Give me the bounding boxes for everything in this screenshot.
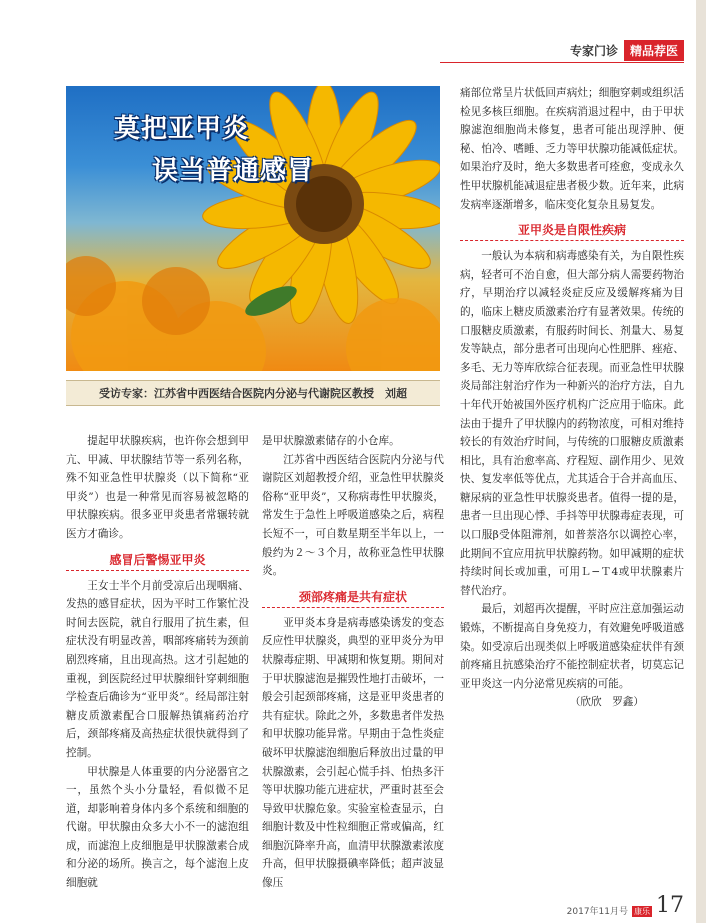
subhead-neck-pain: 颈部疼痛是共有症状: [262, 588, 444, 608]
paragraph: 最后，刘超再次提醒，平时应注意加强运动锻炼，不断提高自身免疫力，有效避免呼吸道感染。如受凉后出现类似上呼吸道感染症状伴有颈前疼痛且抗感染治疗不能控制症状者，切莫忘记亚甲炎这一内分泌常见疾病的可能。: [460, 603, 684, 690]
subhead-self-limiting: 亚甲炎是自限性疾病: [460, 221, 684, 241]
paragraph: 是甲状腺激素储存的小仓库。: [262, 435, 400, 447]
author-signature: （欣欣 罗鑫）: [569, 696, 644, 709]
page-number: 17: [656, 893, 684, 918]
paragraph: 江苏省中西医结合医院内分泌与代谢院区刘超教授介绍，亚急性甲状腺炎俗称“亚甲炎”，又称病毒性甲状腺炎，常发生于急性上呼吸道感染之后，病程长短不一，可自数星期至半年以上，一般约为２～３个月，故称亚急性甲状腺炎。: [262, 453, 444, 578]
paragraph: 一般认为本病和病毒感染有关，为自限性疾病，轻者可不治自愈，但大部分病人需要药物治疗，早期治疗以减轻炎症反应及缓解疼痛为目的，临床上糖皮质激素治疗有显著效果。传统的口服糖皮质激素，有服药时间长、剂量大、易复发等缺点，部分患者可出现向心性肥胖、痤疮、多毛、无力等库欣综合征表现。而亚急性甲状腺炎局部注射治疗作为一种新兴的治疗方法，自九十年代开始被国外医疗机构广泛应用于临床。此法由于提升了甲状腺内的药物浓度，可相对维持较长的有效治疗时间，与传统的口服糖皮质激素相比，具有治愈率高、疗程短、副作用少、见效快、复发率低等优点，尤其适合于合并高血压、糖尿病的亚急性甲状腺炎患者。值得一提的是，患者一旦出现心悸、手抖等甲状腺毒症表现，可以口服β受体阻滞剂，如普萘洛尔以调控心率，此期间不宜应用抗甲状腺药物。如甲减期的症状持续时间长或加重，可用Ｌ−Ｔ4或甲状腺素片替代治疗。: [460, 250, 684, 597]
article-column-1: [66, 432, 249, 893]
intro-paragraph: 提起甲状腺疾病，也许你会想到甲亢、甲减、甲状腺结节等一系列名称，殊不知亚急性甲状腺炎（以下简称“亚甲炎”）也是一种常见而容易被忽略的甲状腺疾病。很多亚甲炎患者常辗转就医方才确诊。: [66, 435, 249, 540]
paragraph: 亚甲炎本身是病毒感染诱发的变态反应性甲状腺炎，典型的亚甲炎分为甲状腺毒症期、甲减期和恢复期。期间对于甲状腺滤泡是摧毁性地打击破坏，一般会引起颈部疼痛，这是亚甲炎患者的共有症状。除此之外，多数患者伴发热和甲状腺功能异常。早期由于急性炎症破坏甲状腺滤泡细胞后释放出过量的甲状腺激素，会引起心慌手抖、怕热多汗等甲状腺功能亢进症状，严重时甚至会导致甲状腺危象。实验室检查显示，白细胞计数及中性粒细胞正常或偏高，红细胞沉降率升高，血清甲状腺激素浓度升高，但甲状腺摄碘率降低；超声波显像压: [262, 616, 444, 890]
column-name: 专家门诊: [569, 43, 618, 58]
paragraph: 王女士半个月前受凉后出现咽痛、发热的感冒症状，因为平时工作繁忙没时间去医院，就自行服用了抗生素，但症状没有明显改善，咽部疼痛转为颈前剧烈疼痛，且出现高热。这才引起她的重视，到医院经过甲状腺细针穿刺细胞学检查后确诊为“亚甲炎”。经局部注射糖皮质激素配合口服解热镇痛药治疗后，颈部疼痛及高热症状很快就得到了控制。: [66, 579, 249, 759]
paragraph: 甲状腺是人体重要的内分泌器官之一，虽然个头小分量轻，看似微不足道，却影响着身体内多个系统和细胞的代谢。甲状腺由众多大小不一的滤泡组成，而滤泡上皮细胞是甲状腺激素合成和分泌的场所。换言之，每个滤泡上皮细胞就: [66, 765, 249, 890]
expert-credit: 受访专家：江苏省中西医结合医院内分泌与代谢院区教授 刘超: [66, 380, 440, 406]
hero-title-line2: 误当普通感冒: [152, 156, 315, 186]
section-badge: 精品荐医: [624, 40, 684, 61]
issue-date: 2017年11月号: [566, 907, 628, 917]
subhead-cold: 感冒后警惕亚甲炎: [66, 551, 249, 571]
hero-image: [66, 86, 440, 371]
header-section: [570, 40, 684, 60]
page-edge: [696, 0, 706, 923]
hero-title-line1: 莫把亚甲炎: [114, 114, 250, 144]
header-rule: [440, 62, 684, 63]
article-column-2: [262, 432, 444, 893]
article-column-3: [460, 84, 684, 712]
paragraph: 痛部位常呈片状低回声病灶；细胞穿刺或组织活检见多核巨细胞。在疾病消退过程中，由于甲状腺滤泡细胞尚未修复，患者可能出现浮肿、便秘、怕冷、嗜睡、乏力等甲状腺功能减低症状。如果治疗及时，绝大多数患者可痊愈，变成永久性甲状腺机能减退症患者极少数。近年来，此病发病率逐渐增多，临床变化复杂且易复发。: [460, 87, 684, 211]
page-footer: [567, 895, 684, 917]
magazine-badge: 康乐: [634, 907, 650, 916]
